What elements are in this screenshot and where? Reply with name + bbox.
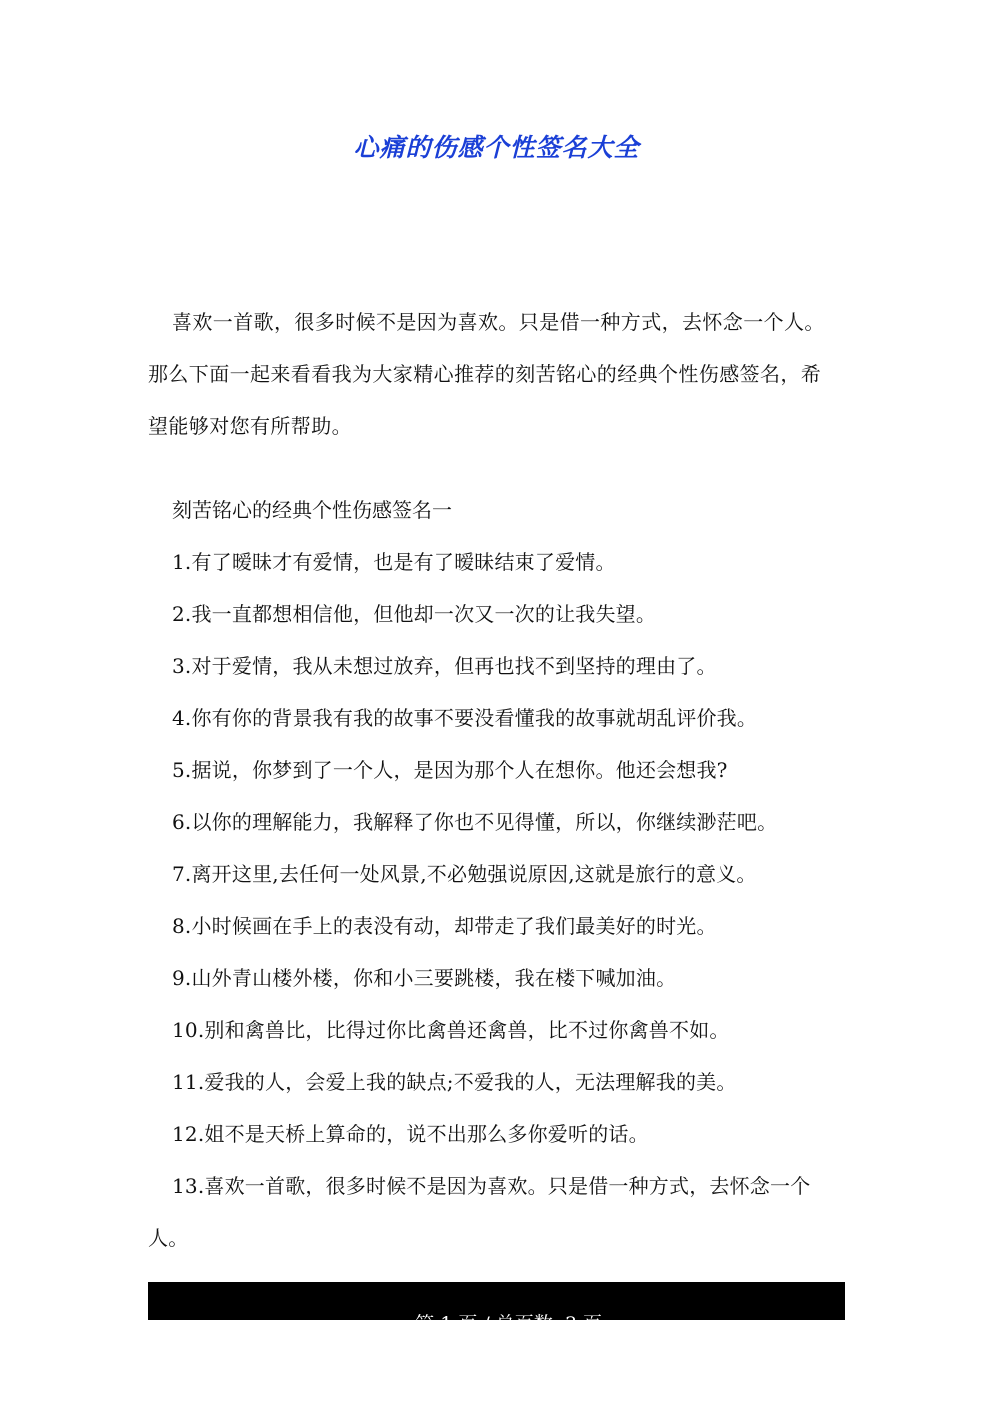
list-item: 3.对于爱情，我从未想过放弃，但再也找不到坚持的理由了。: [172, 654, 717, 678]
list-item: 8.小时候画在手上的表没有动，却带走了我们最美好的时光。: [172, 914, 717, 938]
section-heading: 刻苦铭心的经典个性伤感签名一: [172, 498, 452, 522]
list-item: 11.爱我的人，会爱上我的缺点;不爱我的人，无法理解我的美。: [172, 1070, 737, 1094]
list-item: 5.据说，你梦到了一个人，是因为那个人在想你。他还会想我?: [172, 758, 728, 782]
list-item: 1.有了暧昧才有爱情，也是有了暧昧结束了爱情。: [172, 550, 616, 574]
page-number-label: 第 1 页 / 总页数 3 页: [415, 1313, 603, 1335]
list-item: 4.你有你的背景我有我的故事不要没看懂我的故事就胡乱评价我。: [172, 706, 758, 730]
signature-list: [148, 536, 838, 1264]
list-item: 12.姐不是天桥上算命的，说不出那么多你爱听的话。: [172, 1122, 649, 1146]
list-item: 10.别和禽兽比，比得过你比禽兽还禽兽，比不过你禽兽不如。: [172, 1018, 730, 1042]
intro-paragraph: 喜欢一首歌，很多时候不是因为喜欢。只是借一种方式，去怀念一个人。那么下面一起来看看我为大家精心推荐的刻苦铭心的经典个性伤感签名，希望能够对您有所帮助。: [148, 310, 825, 438]
list-item: 6.以你的理解能力，我解释了你也不见得懂，所以，你继续渺茫吧。: [172, 810, 778, 834]
list-item: 2.我一直都想相信他，但他却一次又一次的让我失望。: [172, 602, 657, 626]
list-item: 13.喜欢一首歌，很多时候不是因为喜欢。只是借一种方式，去怀念一个人。: [148, 1174, 811, 1250]
list-item: 7.离开这里,去任何一处风景,不必勉强说原因,这就是旅行的意义。: [172, 862, 757, 886]
document-title: 心痛的伤感个性签名大全: [353, 133, 640, 162]
list-item: 9.山外青山楼外楼，你和小三要跳楼，我在楼下喊加油。: [172, 966, 677, 990]
page-footer: [148, 1282, 845, 1335]
